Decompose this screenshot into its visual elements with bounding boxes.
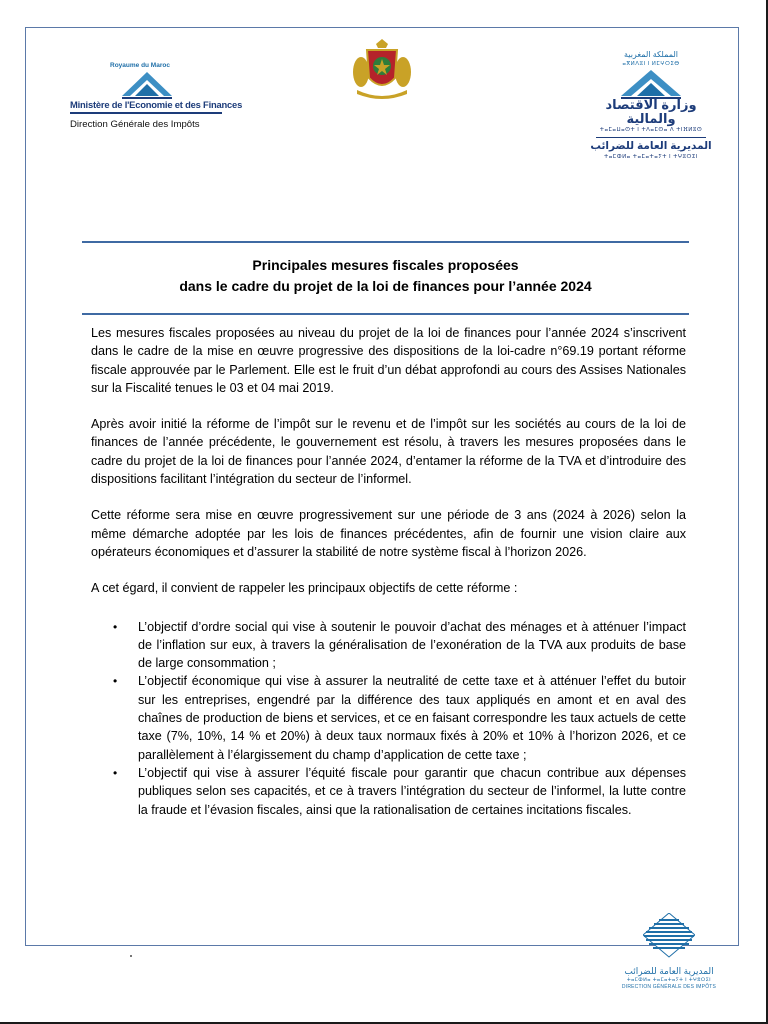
document-title (82, 255, 689, 297)
paragraph-3: Cette réforme sera mise en œuvre progressivement sur une période de 3 ans (2024 à 2026) selon la même démarche adoptée par les lois de finances précédentes, afin de fournir une vision claire aux opérateurs économiques et d’assurer la stabilité de notre système fiscal à l’horizon 2026. (91, 508, 686, 559)
paragraph-2: Après avoir initié la réforme de l’impôt sur le revenu et de l’impôt sur les sociétés au cours de la loi de finances de l’année précédente, le gouvernement est résolu, à travers les mesures proposées dans le cadre du projet de la loi de finances pour l’année 2024, d’entamer la réforme de la TVA et d’introduire des dispositions facilitant l’intégration du secteur de l’informel. (91, 417, 686, 487)
title-rule-bottom (82, 313, 689, 315)
objectives-list (91, 618, 686, 819)
royal-emblem-icon (349, 38, 415, 104)
roof-icon (122, 72, 172, 100)
kingdom-label: Royaume du Maroc (110, 62, 170, 69)
footer-logo (610, 913, 728, 993)
list-item-text: L’objectif économique qui vise à assurer la neutralité de cette taxe et à atténuer l’effet du butoir sur les entreprises, engendré par la différence des taux appliqués en amont et en aval des chaînes de production de biens et services, et ce en faisant correspondre les taux actuels de cette taxe (7%, 10%, 14 % et 20%) à deux taux normaux fixés à 20% et 10% à l’horizon 2026, et ce parallèlement à l’élargissement du champ d’application de cette taxe ; (138, 674, 686, 762)
directorate-label-tifinagh: ⵜⴰⵎⵀⵍⴰ ⵜⴰⵎⴰⵜⴰⵢⵜ ⵏ ⵜⵖⵓⵔⵉⵏ (604, 154, 698, 160)
ministry-logo-left (66, 62, 243, 134)
list-item (91, 618, 686, 673)
paragraph-4: A cet égard, il convient de rappeler les principaux objectifs de cette réforme : (91, 581, 518, 596)
ministry-underline (70, 112, 222, 114)
footer-directorate-ar: المديرية العامة للضرائب (624, 966, 714, 976)
roof-icon (621, 70, 681, 100)
title-rule-top (82, 241, 689, 243)
kingdom-label-tifinagh: ⴰⴳⵍⴷⵓⵏ ⵏ ⵍⵎⵖⵔⵉⴱ (622, 61, 680, 67)
footer-directorate-fr: DIRECTION GÉNÉRALE DES IMPÔTS (621, 984, 717, 990)
logo-separator (596, 137, 706, 138)
list-item-text: L’objectif qui vise à assurer l’équité fiscale pour garantir que chacun contribue aux dépenses publiques selon ses capacités, et ce à travers l’intégration du secteur de l’informel, la lutte contre la fraude et l’évasion fiscales, ainsi que la rationalisation de certaines incitations fiscales. (138, 765, 686, 817)
dgi-diamond-logo-icon (643, 913, 695, 959)
kingdom-label-ar: المملكة المغربية (624, 50, 678, 59)
title-line-2: dans le cadre du projet de la loi de finances pour l’année 2024 (179, 278, 592, 294)
list-item-text: L’objectif d’ordre social qui vise à soutenir le pouvoir d’achat des ménages et à atténuer l’impact de l’inflation sur eux, à travers la généralisation de l’exonération de la TVA aux produits de base de large consommation ; (138, 619, 686, 671)
directorate-label: Direction Générale des Impôts (70, 119, 200, 130)
ministry-label-tifinagh: ⵜⴰⵎⴰⵡⴰⵙⵜ ⵏ ⵜⴷⴰⵎⵙⴰ ⴷ ⵜⵏⴼⵍⵓⵙ (599, 127, 703, 133)
paragraph-1: Les mesures fiscales proposées au niveau du projet de la loi de finances pour l’année 2024 s’inscrivent dans le cadre de la mise en œuvre progressive des dispositions de la loi-cadre n°69.19 portant réforme fiscale approuvée par le Parlement. Elle est le fruit d’un débat approfondi au cours des Assises Nationales sur la Fiscalité tenues le 03 et 04 mai 2019. (91, 326, 686, 395)
stray-mark (130, 955, 132, 957)
list-item (91, 672, 686, 763)
document-body (91, 324, 686, 819)
ministry-logo-right (590, 50, 712, 162)
directorate-label-ar: المديرية العامة للضرائب (590, 140, 712, 152)
ministry-label: Ministère de l'Economie et des Finances (70, 99, 243, 110)
list-item (91, 764, 686, 819)
title-line-1: Principales mesures fiscales proposées (252, 257, 519, 273)
ministry-label-ar: وزارة الاقتصاد والمالية (605, 97, 697, 126)
bullet-icon: • (113, 674, 118, 689)
bullet-icon: • (113, 619, 118, 634)
bullet-icon: • (113, 765, 118, 780)
footer-directorate-tifinagh: ⵜⴰⵎⵀⵍⴰ ⵜⴰⵎⴰⵜⴰⵢⵜ ⵏ ⵜⵖⵓⵔⵉⵏ (626, 977, 712, 983)
